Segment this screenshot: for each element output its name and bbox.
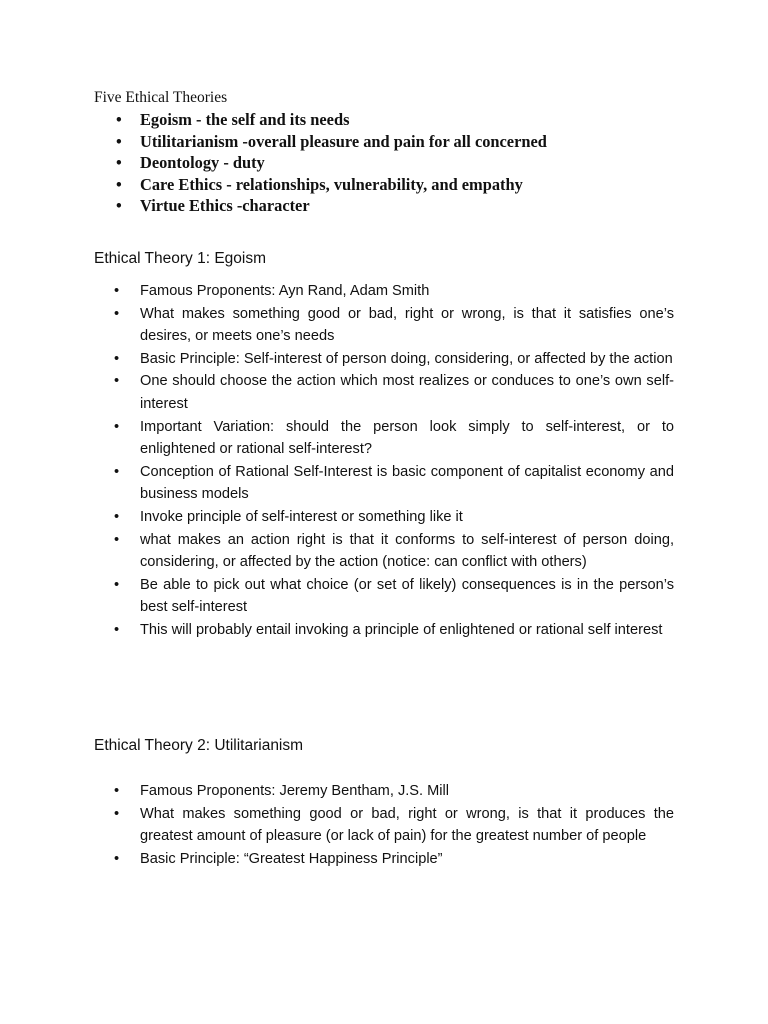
theory2-list [94, 780, 674, 870]
bullet-icon: • [116, 153, 122, 173]
list-item [94, 152, 674, 174]
list-item [94, 303, 674, 348]
bullet-icon: • [114, 350, 120, 367]
theory1-title: Ethical Theory 1: Egoism [94, 250, 267, 267]
list-item-text: What makes something good or bad, right or wrong, is that it produces the greatest amount of pleasure (or lack of pain) for the greatest number of people [140, 805, 674, 845]
bullet-icon: • [116, 110, 122, 129]
bullet-icon: • [114, 373, 120, 390]
bullet-icon: • [114, 576, 120, 593]
bullet-icon: • [114, 283, 120, 299]
list-item [94, 574, 674, 619]
theory1-list-wrap [94, 280, 674, 642]
bullet-icon: • [114, 621, 120, 638]
bullet-icon: • [114, 305, 120, 322]
list-item-text: Be able to pick out what choice (or set of likely) consequences is in the person’s best self-interest [140, 576, 674, 616]
list-item [94, 529, 674, 574]
list-item-text: what makes an action right is that it conforms to self-interest of person doing, considering, or affected by the action (notice: can conflict with others) [140, 531, 674, 571]
list-item-text: Invoke principle of self-interest or something like it [140, 508, 463, 525]
list-item-text: Basic Principle: Self-interest of person doing, considering, or affected by the action [140, 350, 673, 367]
intro-title: Five Ethical Theories [94, 89, 228, 106]
bullet-icon: • [116, 131, 122, 151]
list-item-text: Deontology - duty [140, 153, 265, 173]
list-item-text: Famous Proponents: Ayn Rand, Adam Smith [140, 283, 430, 299]
bullet-icon: • [114, 418, 120, 435]
list-item-text: Conception of Rational Self-Interest is basic component of capitalist economy and business models [140, 463, 674, 503]
theory2-section [94, 735, 674, 757]
bullet-icon: • [116, 196, 122, 216]
list-item-text: This will probably entail invoking a principle of enlightened or rational self interest [140, 621, 663, 638]
list-item [94, 174, 674, 196]
list-item-text: What makes something good or bad, right or wrong, is that it satisfies one’s desires, or meets one’s needs [140, 305, 674, 345]
list-item-text: One should choose the action which most realizes or conduces to one’s own self-interest [140, 373, 674, 412]
list-item [94, 416, 674, 461]
list-item [94, 131, 674, 153]
bullet-icon: • [114, 463, 120, 480]
list-item [94, 619, 674, 642]
list-item-text: Care Ethics - relationships, vulnerability, and empathy [140, 174, 523, 194]
list-item [94, 461, 674, 506]
list-item [94, 109, 674, 131]
bullet-icon: • [114, 850, 120, 867]
list-item-text: Virtue Ethics -character [140, 196, 310, 216]
bullet-icon: • [114, 783, 120, 799]
bullet-icon: • [114, 805, 120, 822]
theory1-section [94, 248, 674, 270]
theory2-list-wrap [94, 780, 674, 870]
list-item [94, 848, 674, 871]
list-item-text: Famous Proponents: Jeremy Bentham, J.S. Mill [140, 783, 450, 799]
intro-list [94, 109, 674, 217]
intro-section [94, 87, 674, 217]
theory2-title: Ethical Theory 2: Utilitarianism [94, 737, 304, 754]
bullet-icon: • [114, 508, 120, 525]
list-item-text: Egoism - the self and its needs [140, 110, 350, 129]
list-item-text: Utilitarianism -overall pleasure and pain for all concerned [140, 131, 547, 151]
list-item-text: Basic Principle: “Greatest Happiness Principle” [140, 850, 443, 867]
bullet-icon: • [116, 174, 122, 194]
bullet-icon: • [114, 531, 120, 548]
list-item [94, 780, 674, 803]
list-item [94, 370, 674, 415]
list-item-text: Important Variation: should the person look simply to self-interest, or to enlightened or rational self-interest? [140, 418, 674, 458]
list-item [94, 506, 674, 529]
list-item [94, 280, 674, 303]
list-item [94, 803, 674, 848]
list-item [94, 195, 674, 217]
list-item [94, 348, 674, 371]
theory1-list [94, 280, 674, 642]
